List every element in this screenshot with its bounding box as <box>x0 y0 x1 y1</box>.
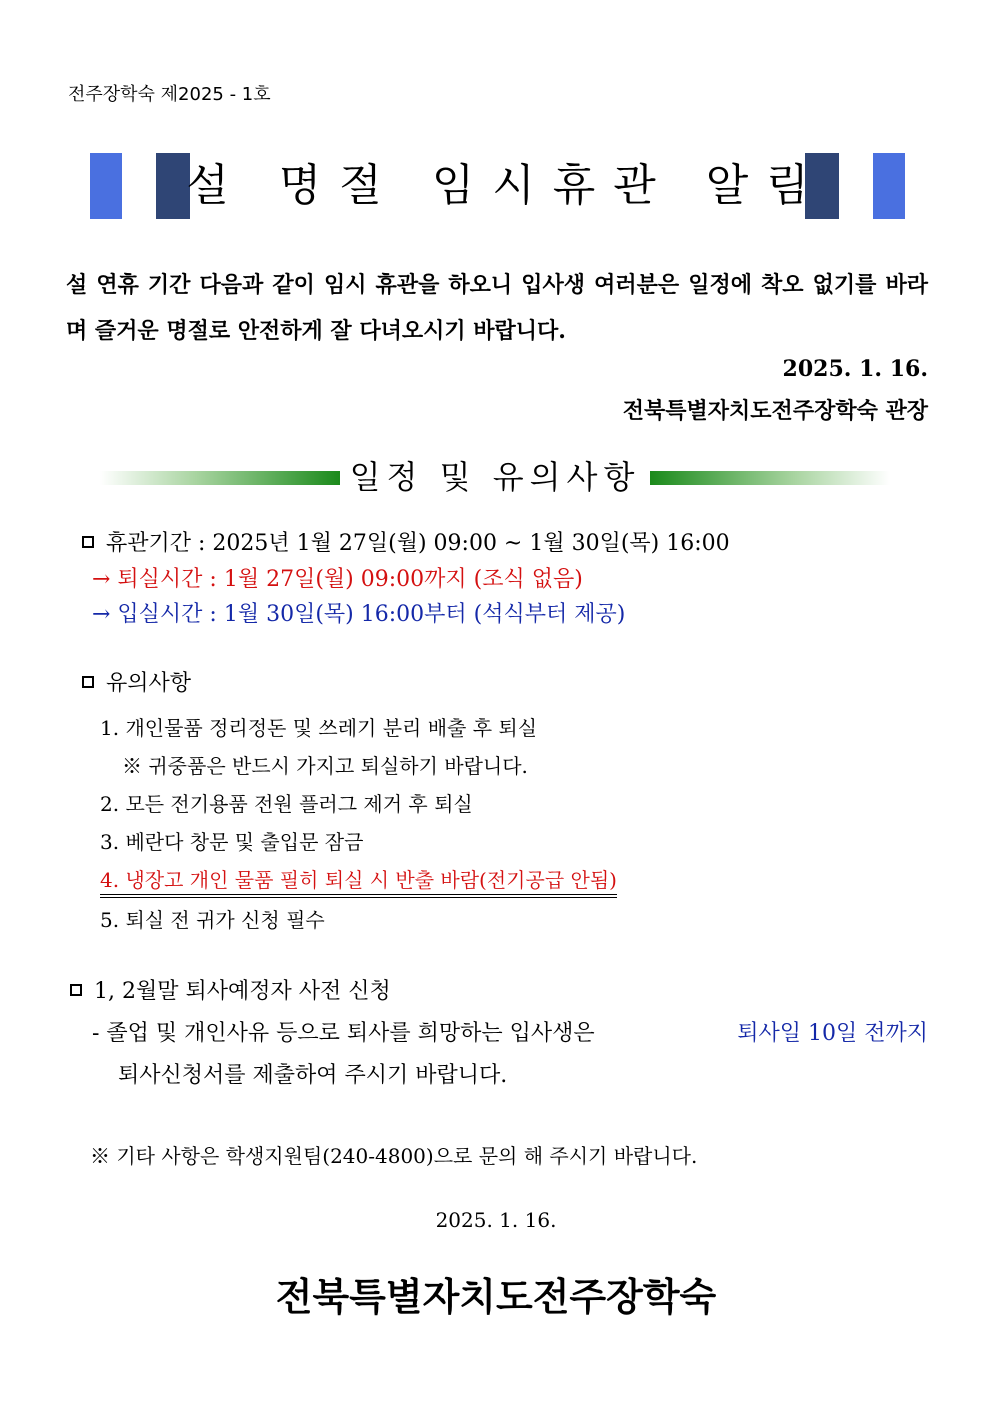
note-item-2: 2. 모든 전기용품 전원 플러그 제거 후 퇴실 <box>100 792 473 816</box>
notes-heading <box>82 666 191 697</box>
note-item-5: 5. 퇴실 전 귀가 신청 필수 <box>100 908 325 932</box>
checkin-time: → 입실시간 : 1월 30일(목) 16:00부터 (석식부터 제공) <box>92 602 626 627</box>
issue-date: 2025. 1. 16. <box>782 356 928 382</box>
closure-period <box>82 526 730 557</box>
checkout-time: → 퇴실시간 : 1월 27일(월) 09:00까지 (조식 없음) <box>92 567 583 592</box>
square-bullet-icon <box>82 676 94 688</box>
footer-date: 2025. 1. 16. <box>435 1208 557 1232</box>
withdrawal-line-2: 퇴사신청서를 제출하여 주시기 바랍니다. <box>118 1063 508 1088</box>
square-bullet-icon <box>70 984 82 996</box>
withdrawal-heading <box>70 974 391 1005</box>
withdrawal-deadline: 퇴사일 10일 전까지 <box>737 1021 928 1046</box>
section-title: 일정 및 유의사항 <box>349 458 641 496</box>
page-title: 설 명절 임시휴관 알림 <box>186 160 827 211</box>
contact-note: ※ 기타 사항은 학생지원팀(240-4800)으로 문의 해 주시기 바랍니다. <box>90 1144 698 1168</box>
closure-period-text: 휴관기간 : 2025년 1월 27일(월) 09:00 ~ 1월 30일(목) 16:00 <box>106 531 730 556</box>
document-number: 전주장학숙 제2025 - 1호 <box>68 84 271 105</box>
footer-organization: 전북특별자치도전주장학숙 <box>275 1275 717 1319</box>
withdrawal-heading-text: 1, 2월말 퇴사예정자 사전 신청 <box>94 979 391 1004</box>
note-item-3: 3. 베란다 창문 및 출입문 잠금 <box>100 830 364 854</box>
note-item-4-text: 4. 냉장고 개인 물품 필히 퇴실 시 반출 바람(전기공급 안됨) <box>100 868 617 898</box>
note-item-4 <box>100 864 617 893</box>
issuer-name: 전북특별자치도전주장학숙 관장 <box>622 398 928 424</box>
notes-heading-text: 유의사항 <box>106 671 192 696</box>
note-item-1-sub: ※ 귀중품은 반드시 가지고 퇴실하기 바랍니다. <box>122 754 528 778</box>
section-header <box>100 452 890 502</box>
square-bullet-icon <box>82 536 94 548</box>
title-banner <box>90 153 905 219</box>
withdrawal-line-1 <box>92 1016 928 1047</box>
intro-paragraph: 설 연휴 기간 다음과 같이 임시 휴관을 하오니 입사생 여러분은 일정에 착오 없기를 바라며 즐거운 명절로 안전하게 잘 다녀오시기 바랍니다. <box>66 272 928 344</box>
note-item-1: 1. 개인물품 정리정돈 및 쓰레기 분리 배출 후 퇴실 <box>100 716 538 740</box>
withdrawal-text: - 졸업 및 개인사유 등으로 퇴사를 희망하는 입사생은 <box>92 1021 595 1046</box>
